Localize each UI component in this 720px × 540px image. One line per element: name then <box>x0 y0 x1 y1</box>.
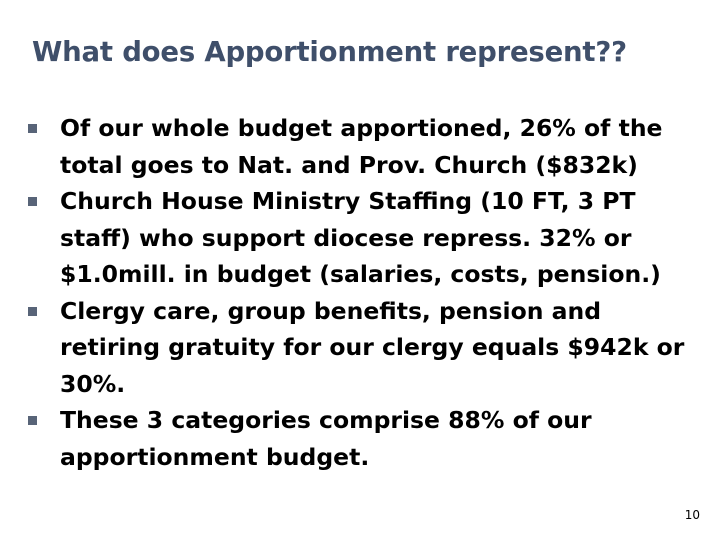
square-bullet-icon <box>28 124 37 133</box>
square-bullet-icon <box>28 416 37 425</box>
square-bullet-icon <box>28 307 37 316</box>
bullet-text: These 3 categories comprise 88% of our apportionment budget. <box>60 406 592 471</box>
bullet-item <box>28 293 708 403</box>
bullet-item <box>28 110 708 183</box>
bullet-item <box>28 183 708 293</box>
bullet-list <box>28 110 708 475</box>
bullet-text: Church House Ministry Staffing (10 FT, 3 PT staff) who support diocese repress. 32% or $1.0mill. in budget (salaries, costs, pension.) <box>60 187 661 288</box>
bullet-text: Clergy care, group benefits, pension and retiring gratuity for our clergy equals $942k or 30%. <box>60 296 685 398</box>
bullet-text: Of our whole budget apportioned, 26% of the total goes to Nat. and Prov. Church ($832k) <box>60 114 663 179</box>
square-bullet-icon <box>28 197 37 206</box>
bullet-item <box>28 402 708 475</box>
slide-title: What does Apportionment represent?? <box>32 36 627 68</box>
page-number: 10 <box>684 508 700 522</box>
